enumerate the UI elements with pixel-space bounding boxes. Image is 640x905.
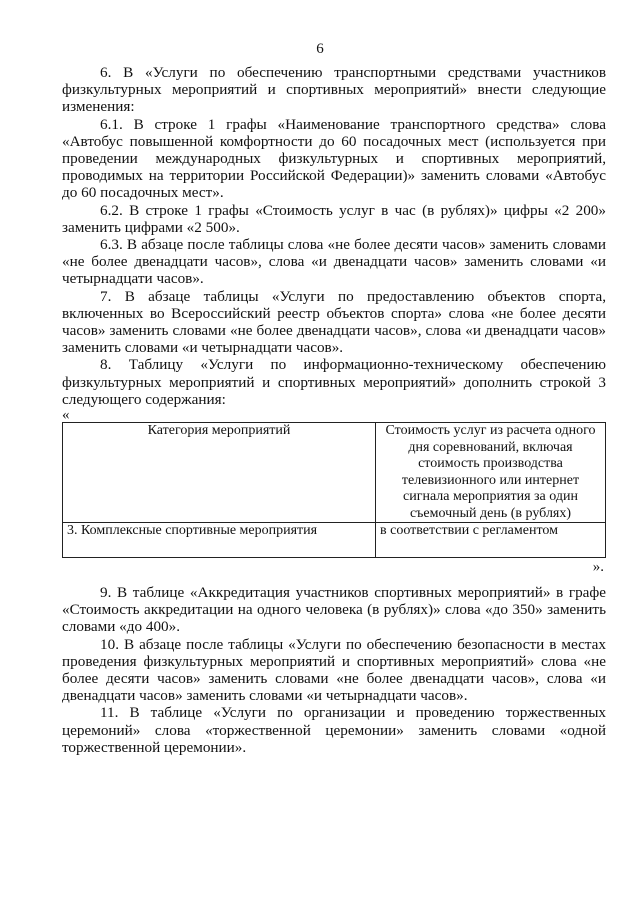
paragraph-6-1: 6.1. В строке 1 графы «Наименование транспортного средства» слова «Автобус повышенной комфортности до 60 посадочных мест (используется при проведении международных физкультурных и спортивных мероприятий, проводимых на территории Российской Федерации)» заменить словами «Автобус до 60 посадочных мест». [62,115,606,202]
paragraph-9: 9. В таблице «Аккредитация участников спортивных мероприятий» в графе «Стоимость аккредитации на одного человека (в рублях)» слова «до 350» заменить словами «до 400». [62,584,606,636]
table-row [63,523,606,558]
table-open-quote: « [62,407,70,424]
table-cell-category: 3. Комплексные спортивные мероприятия [63,523,376,558]
paragraph-7: 7. В абзаце таблицы «Услуги по предоставлению объектов спорта, включенных во Всероссийский реестр объектов спорта» слова «не более десяти часов» заменить словами «не более двенадцати часов», слова «и двенадцати часов» заменить словами «и четырнадцати часов». [62,287,606,357]
paragraph-11: 11. В таблице «Услуги по организации и проведению торжественных церемоний» слова «торжественной церемонии» заменить словами «одной торжественной церемонии». [62,704,606,756]
inserted-table [62,422,606,558]
paragraph-10: 10. В абзаце после таблицы «Услуги по обеспечению безопасности в местах проведения физкультурных мероприятий и спортивных мероприятий» слова «не более десяти часов» заменить словами «не более двенадцати часов», слова «и двенадцати часов» заменить словами «и четырнадцати часов». [62,635,606,705]
table-header-row [63,423,606,523]
document-body [62,64,606,756]
paragraph-8: 8. Таблицу «Услуги по информационно-техническому обеспечению физкультурных мероприятий и спортивных мероприятий» дополнить строкой 3 следующего содержания: [62,356,606,408]
table-header-category: Категория мероприятий [63,423,376,523]
paragraph-6-3: 6.3. В абзаце после таблицы слова «не более десяти часов» заменить словами «не более двенадцати часов», слова «и двенадцати часов» заменить словами «и четырнадцати часов». [62,236,606,288]
page-number: 6 [316,41,324,57]
table-close-quote: ». [592,559,604,576]
paragraph-6-2: 6.2. В строке 1 графы «Стоимость услуг в час (в рублях)» цифры «2 200» заменить цифрами «2 500». [62,201,606,236]
table-cell-cost: в соответствии с регламентом [376,523,606,558]
table-header-cost: Стоимость услуг из расчета одного дня соревнований, включая стоимость производства телевизионного или интернет сигнала мероприятия за один съемочный день (в рублях) [376,423,606,523]
paragraph-6: 6. В «Услуги по обеспечению транспортными средствами участников физкультурных мероприятий и спортивных мероприятий» внести следующие изменения: [62,64,606,116]
